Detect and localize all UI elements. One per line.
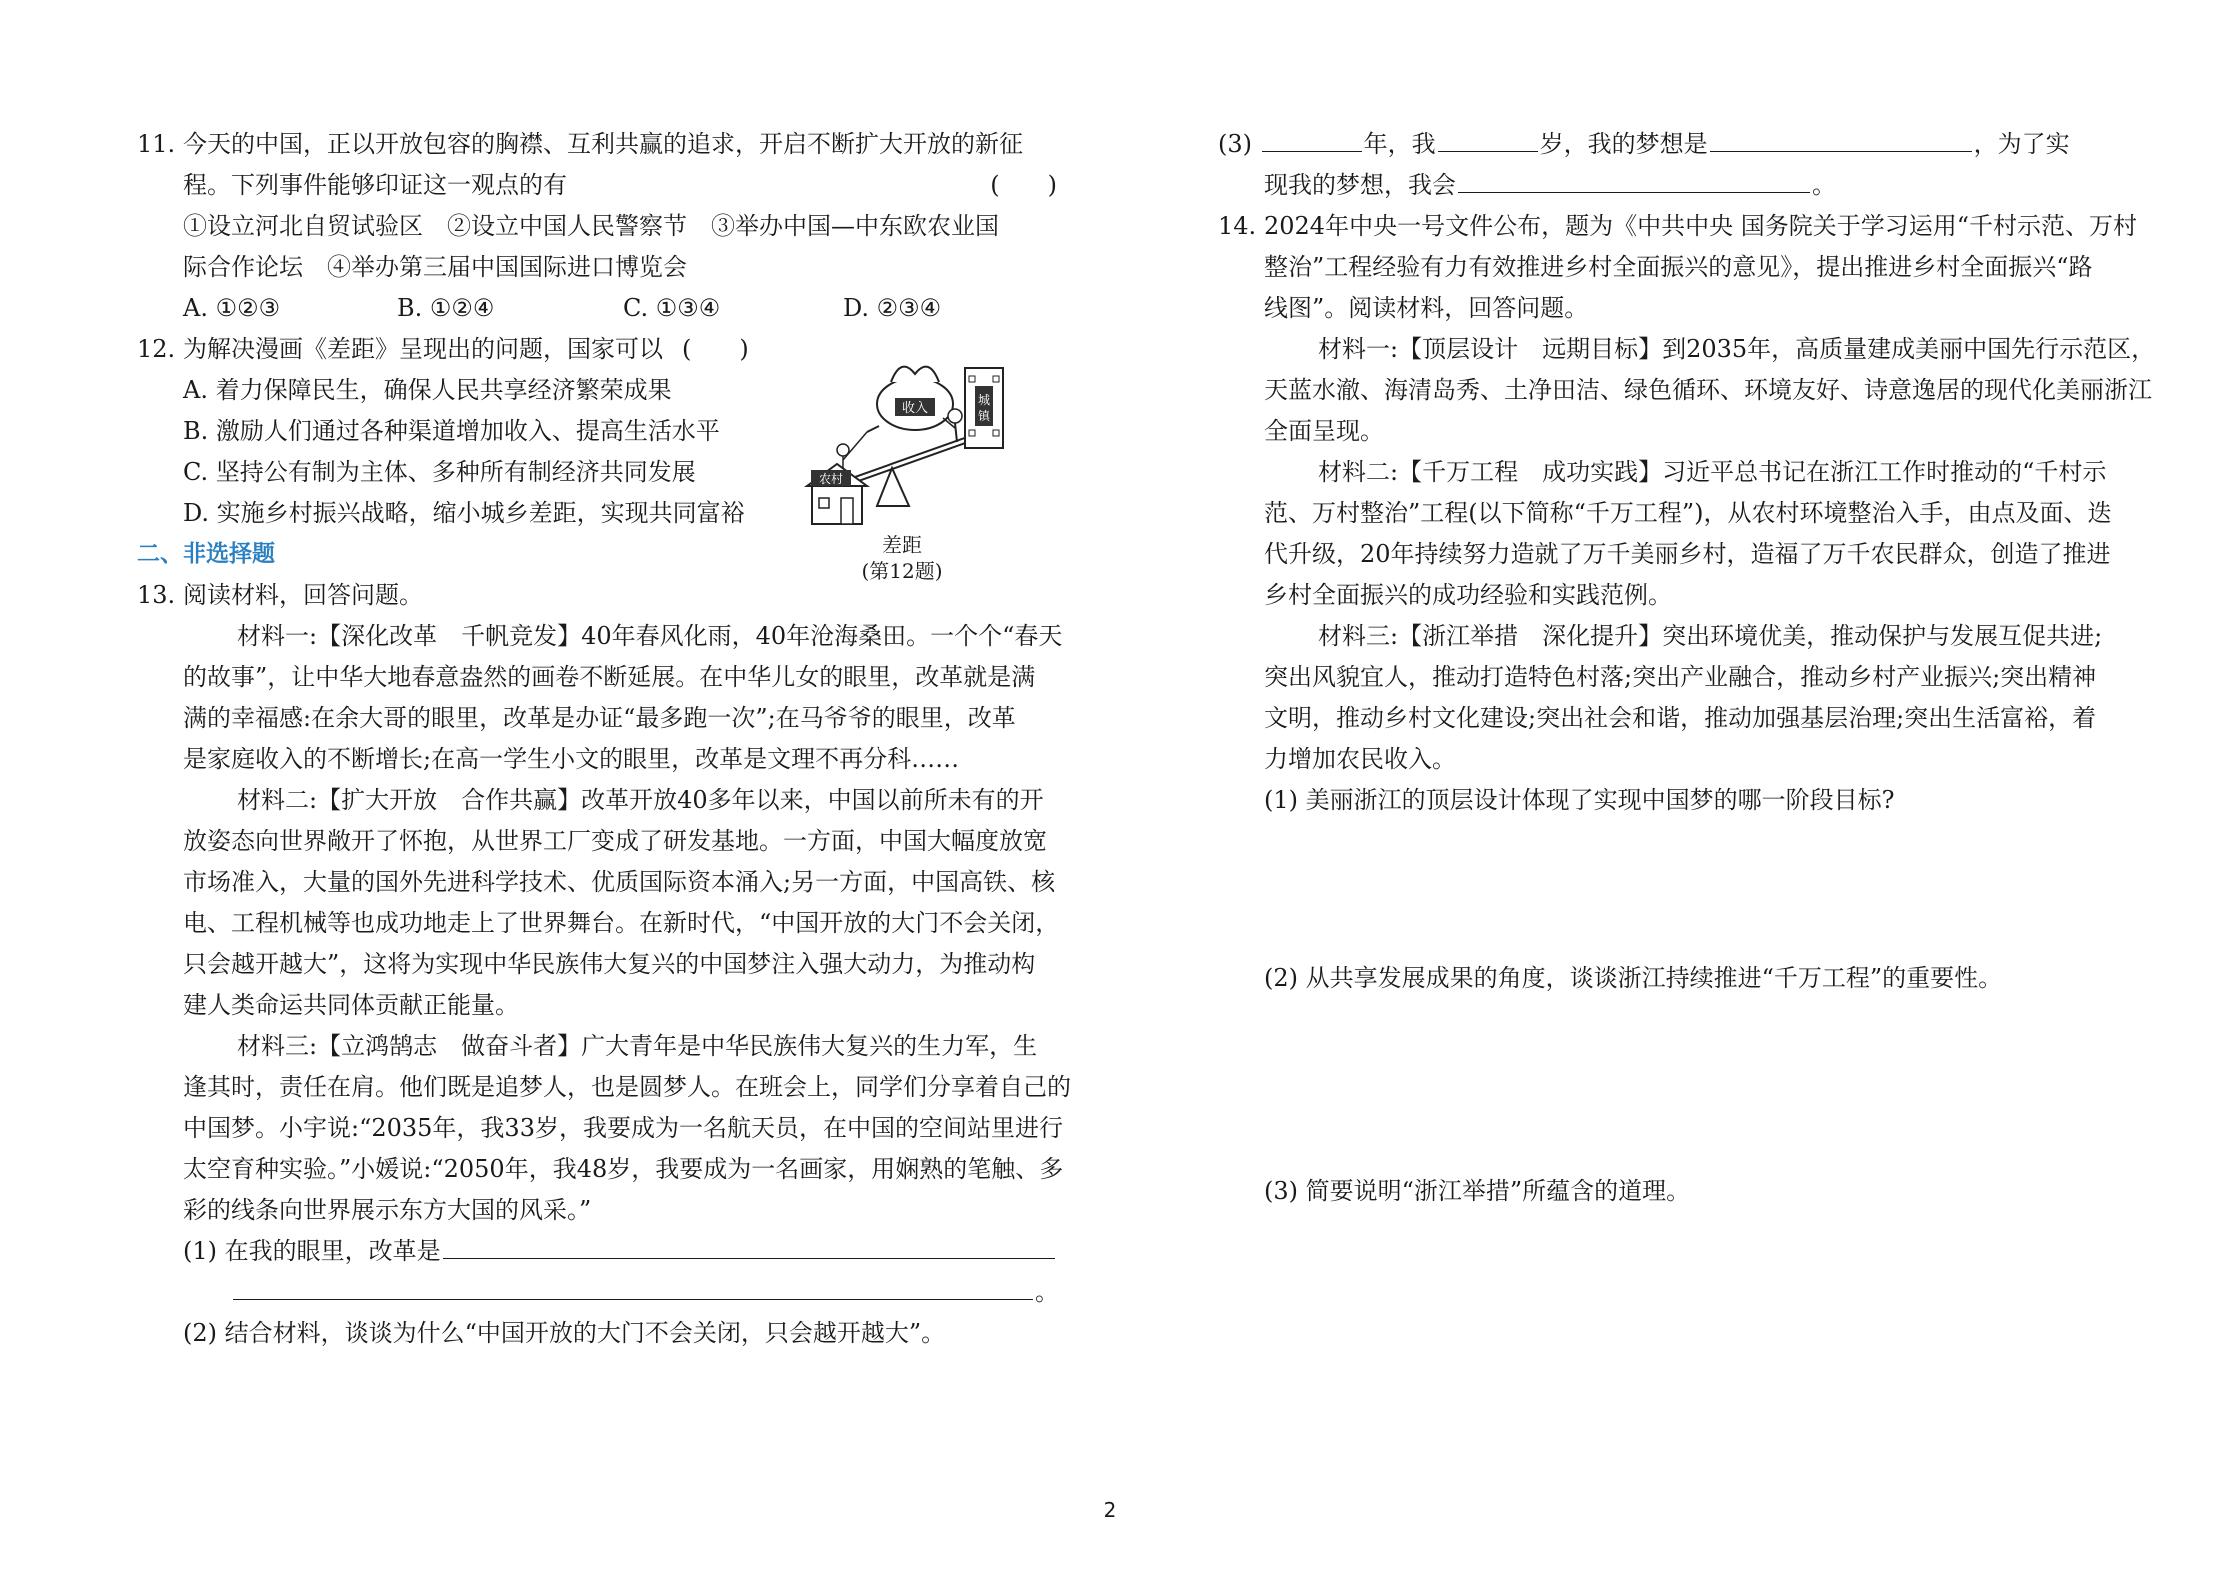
q12-option-a[interactable]: A. 着力保障民生，确保人民共享经济繁荣成果 <box>183 376 672 404</box>
town-building-icon <box>965 368 1003 448</box>
q12-option-c[interactable]: C. 坚持公有制为主体、多种所有制经济共同发展 <box>183 458 696 486</box>
q11-choice-b[interactable]: B. ①②④ <box>397 294 495 322</box>
q13-sub1-answer-blank2[interactable] <box>233 1273 1033 1300</box>
q13-material3-line: 太空育种实验。”小媛说:“2050年，我48岁，我要成为一名画家，用娴熟的笔触、多 <box>183 1155 1064 1183</box>
q13-sub3-action-blank[interactable] <box>1458 166 1810 193</box>
section2-title: 二、非选择题 <box>137 541 275 567</box>
page-number: 2 <box>1103 1498 1117 1522</box>
q14-number: 14. <box>1218 212 1257 240</box>
q13-number: 13. <box>137 581 176 609</box>
q13-material2-line: 建人类命运共同体贡献正能量。 <box>183 991 519 1019</box>
cartoon-gap-figure <box>797 346 1007 586</box>
cartoon-caption: 差距 <box>882 533 922 557</box>
q13-material3-line: 逢其时，责任在肩。他们既是追梦人，也是圆梦人。在班会上，同学们分享着自己的 <box>183 1073 1071 1101</box>
q11-line2: 程。下列事件能够印证这一观点的有 ( ) <box>137 165 1057 206</box>
q13-material2-line: 放姿态向世界敞开了怀抱，从世界工厂变成了研发基地。一方面，中国大幅度放宽 <box>183 827 1047 855</box>
q11-choice-c[interactable]: C. ①③④ <box>623 294 721 322</box>
village-label: 农村 <box>818 472 844 486</box>
q13-material2-line: 材料二:【扩大开放 合作共赢】改革开放40多年以来，中国以前所未有的开 <box>237 786 1044 814</box>
q14-material2-line: 范、万村整治”工程(以下简称“千万工程”)，从农村环境整治入手，由点及面、迭 <box>1264 499 2112 527</box>
cartoon-subcaption: (第12题) <box>861 559 943 583</box>
q11-choice-d[interactable]: D. ②③④ <box>843 294 942 322</box>
q14-stem-line1: 14. 2024年中央一号文件公布，题为《中共中央 国务院关于学习运用“千村示范、万村 <box>1218 206 2098 247</box>
q14-sub1-answer-space[interactable] <box>1218 821 2098 958</box>
q14-sub2: (2) 从共享发展成果的角度，谈谈浙江持续推进“千万工程”的重要性。 <box>1264 964 2003 992</box>
q13-material3-line: 中国梦。小宇说:“2035年，我33岁，我要成为一名航天员，在中国的空间站里进行 <box>183 1114 1063 1142</box>
q13-material2-line: 电、工程机械等也成功地走上了世界舞台。在新时代，“中国开放的大门不会关闭， <box>183 909 1060 937</box>
q14-sub1: (1) 美丽浙江的顶层设计体现了实现中国梦的哪一阶段目标? <box>1264 786 1895 814</box>
town-label-1: 城 <box>977 393 991 407</box>
q13-material3-line: 材料三:【立鸿鹄志 做奋斗者】广大青年是中华民族伟大复兴的生力军，生 <box>237 1032 1038 1060</box>
income-label: 收入 <box>901 401 929 416</box>
q14-material1-line: 材料一:【顶层设计 远期目标】到2035年，高质量建成美丽中国先行示范区， <box>1318 335 2156 363</box>
q13-material3-line: 彩的线条向世界展示东方大国的风采。” <box>183 1196 592 1224</box>
q13-sub1-line2: 。 <box>137 1272 1057 1313</box>
q11-items-line2: 际合作论坛 ④举办第三届中国国际进口博览会 <box>183 253 687 281</box>
q12-answer-paren[interactable]: ( ) <box>682 335 749 363</box>
income-bag-icon <box>877 367 953 430</box>
village-house-icon <box>807 464 867 524</box>
q13-sub3-year-blank[interactable] <box>1262 125 1362 152</box>
q11-choice-a[interactable]: A. ①②③ <box>183 294 281 322</box>
q13-sub3-line2: 现我的梦想，我会 。 <box>1218 165 2098 206</box>
q12-option-b[interactable]: B. 激励人们通过各种渠道增加收入、提高生活水平 <box>183 417 720 445</box>
q14-sub2-answer-space[interactable] <box>1218 999 2098 1171</box>
q13-sub2: (2) 结合材料，谈谈为什么“中国开放的大门不会关闭，只会越开越大”。 <box>183 1319 946 1347</box>
q14-material2-line: 乡村全面振兴的成功经验和实践范例。 <box>1264 581 1672 609</box>
q13-sub3-line1: (3) 年，我 岁，我的梦想是 ，为了实 <box>1218 124 2098 165</box>
q13-sub3-age-blank[interactable] <box>1438 125 1538 152</box>
q14-material2-line: 材料二:【千万工程 成功实践】习近平总书记在浙江工作时推动的“千村示 <box>1318 458 2107 486</box>
q11-choices <box>137 288 1057 329</box>
q13-material1-line: 的故事”，让中华大地春意盎然的画卷不断延展。在中华儿女的眼里，改革就是满 <box>183 663 1036 691</box>
q11-answer-paren[interactable]: ( ) <box>990 171 1057 199</box>
right-column <box>1218 124 2156 1212</box>
q13-sub1: (1) 在我的眼里，改革是 <box>137 1231 1057 1272</box>
q14-sub3: (3) 简要说明“浙江举措”所蕴含的道理。 <box>1264 1177 1691 1205</box>
seesaw-cartoon <box>797 346 1007 536</box>
q11-number: 11. <box>137 130 176 158</box>
q13-material1-line: 是家庭收入的不断增长;在高一学生小文的眼里，改革是文理不再分科…… <box>183 745 960 773</box>
q14-stem-line2: 整治”工程经验有力有效推进乡村全面振兴的意见》，提出推进乡村全面振兴“路 <box>1264 253 2093 281</box>
q13-stem: 13. 阅读材料，回答问题。 <box>137 575 1057 616</box>
farmer-figure-icon <box>837 426 879 468</box>
q13-sub1-answer-blank[interactable] <box>443 1232 1055 1259</box>
q14-material3-line: 突出风貌宜人，推动打造特色村落;突出产业融合，推动乡村产业振兴;突出精神 <box>1264 663 2097 691</box>
q14-material3-line: 文明，推动乡村文化建设;突出社会和谐，推动加强基层治理;突出生活富裕，着 <box>1264 704 2097 732</box>
q12-option-d[interactable]: D. 实施乡村振兴战略，缩小城乡差距，实现共同富裕 <box>183 499 745 527</box>
q12-number: 12. <box>137 335 176 363</box>
q13-material2-line: 只会越开越大”，这将为实现中华民族伟大复兴的中国梦注入强大动力，为推动构 <box>183 950 1036 978</box>
q12-stem: 12. 为解决漫画《差距》呈现出的问题，国家可以 ( ) <box>137 329 1057 370</box>
q13-sub3-dream-blank[interactable] <box>1710 125 1972 152</box>
q14-material3-line: 力增加农民收入。 <box>1264 745 1456 773</box>
q13-material2-line: 市场准入，大量的国外先进科学技术、优质国际资本涌入;另一方面，中国高铁、核 <box>183 868 1056 896</box>
left-column <box>137 124 1071 1354</box>
q11-line1: 11. 今天的中国，正以开放包容的胸襟、互利共赢的追求，开启不断扩大开放的新征 <box>137 124 1057 165</box>
q14-material1-line: 天蓝水澈、海清岛秀、土净田洁、绿色循环、环境友好、诗意逸居的现代化美丽浙江 <box>1264 376 2152 404</box>
q13-material1-line: 材料一:【深化改革 千帆竞发】40年春风化雨，40年沧海桑田。一个个“春天 <box>237 622 1063 650</box>
q14-material2-line: 代升级，20年持续努力造就了万千美丽乡村，造福了万千农民群众，创造了推进 <box>1264 540 2111 568</box>
q13-material1-line: 满的幸福感:在余大哥的眼里，改革是办证“最多跑一次”;在马爷爷的眼里，改革 <box>183 704 1016 732</box>
q14-material1-line: 全面呈现。 <box>1264 417 1384 445</box>
town-label-2: 镇 <box>977 409 991 423</box>
q11-items-line1: ①设立河北自贸试验区 ②设立中国人民警察节 ③举办中国—中东欧农业国 <box>183 212 999 240</box>
q14-stem-line3: 线图”。阅读材料，回答问题。 <box>1264 294 1589 322</box>
q14-material3-line: 材料三:【浙江举措 深化提升】突出环境优美，推动保护与发展互促共进; <box>1318 622 2103 650</box>
